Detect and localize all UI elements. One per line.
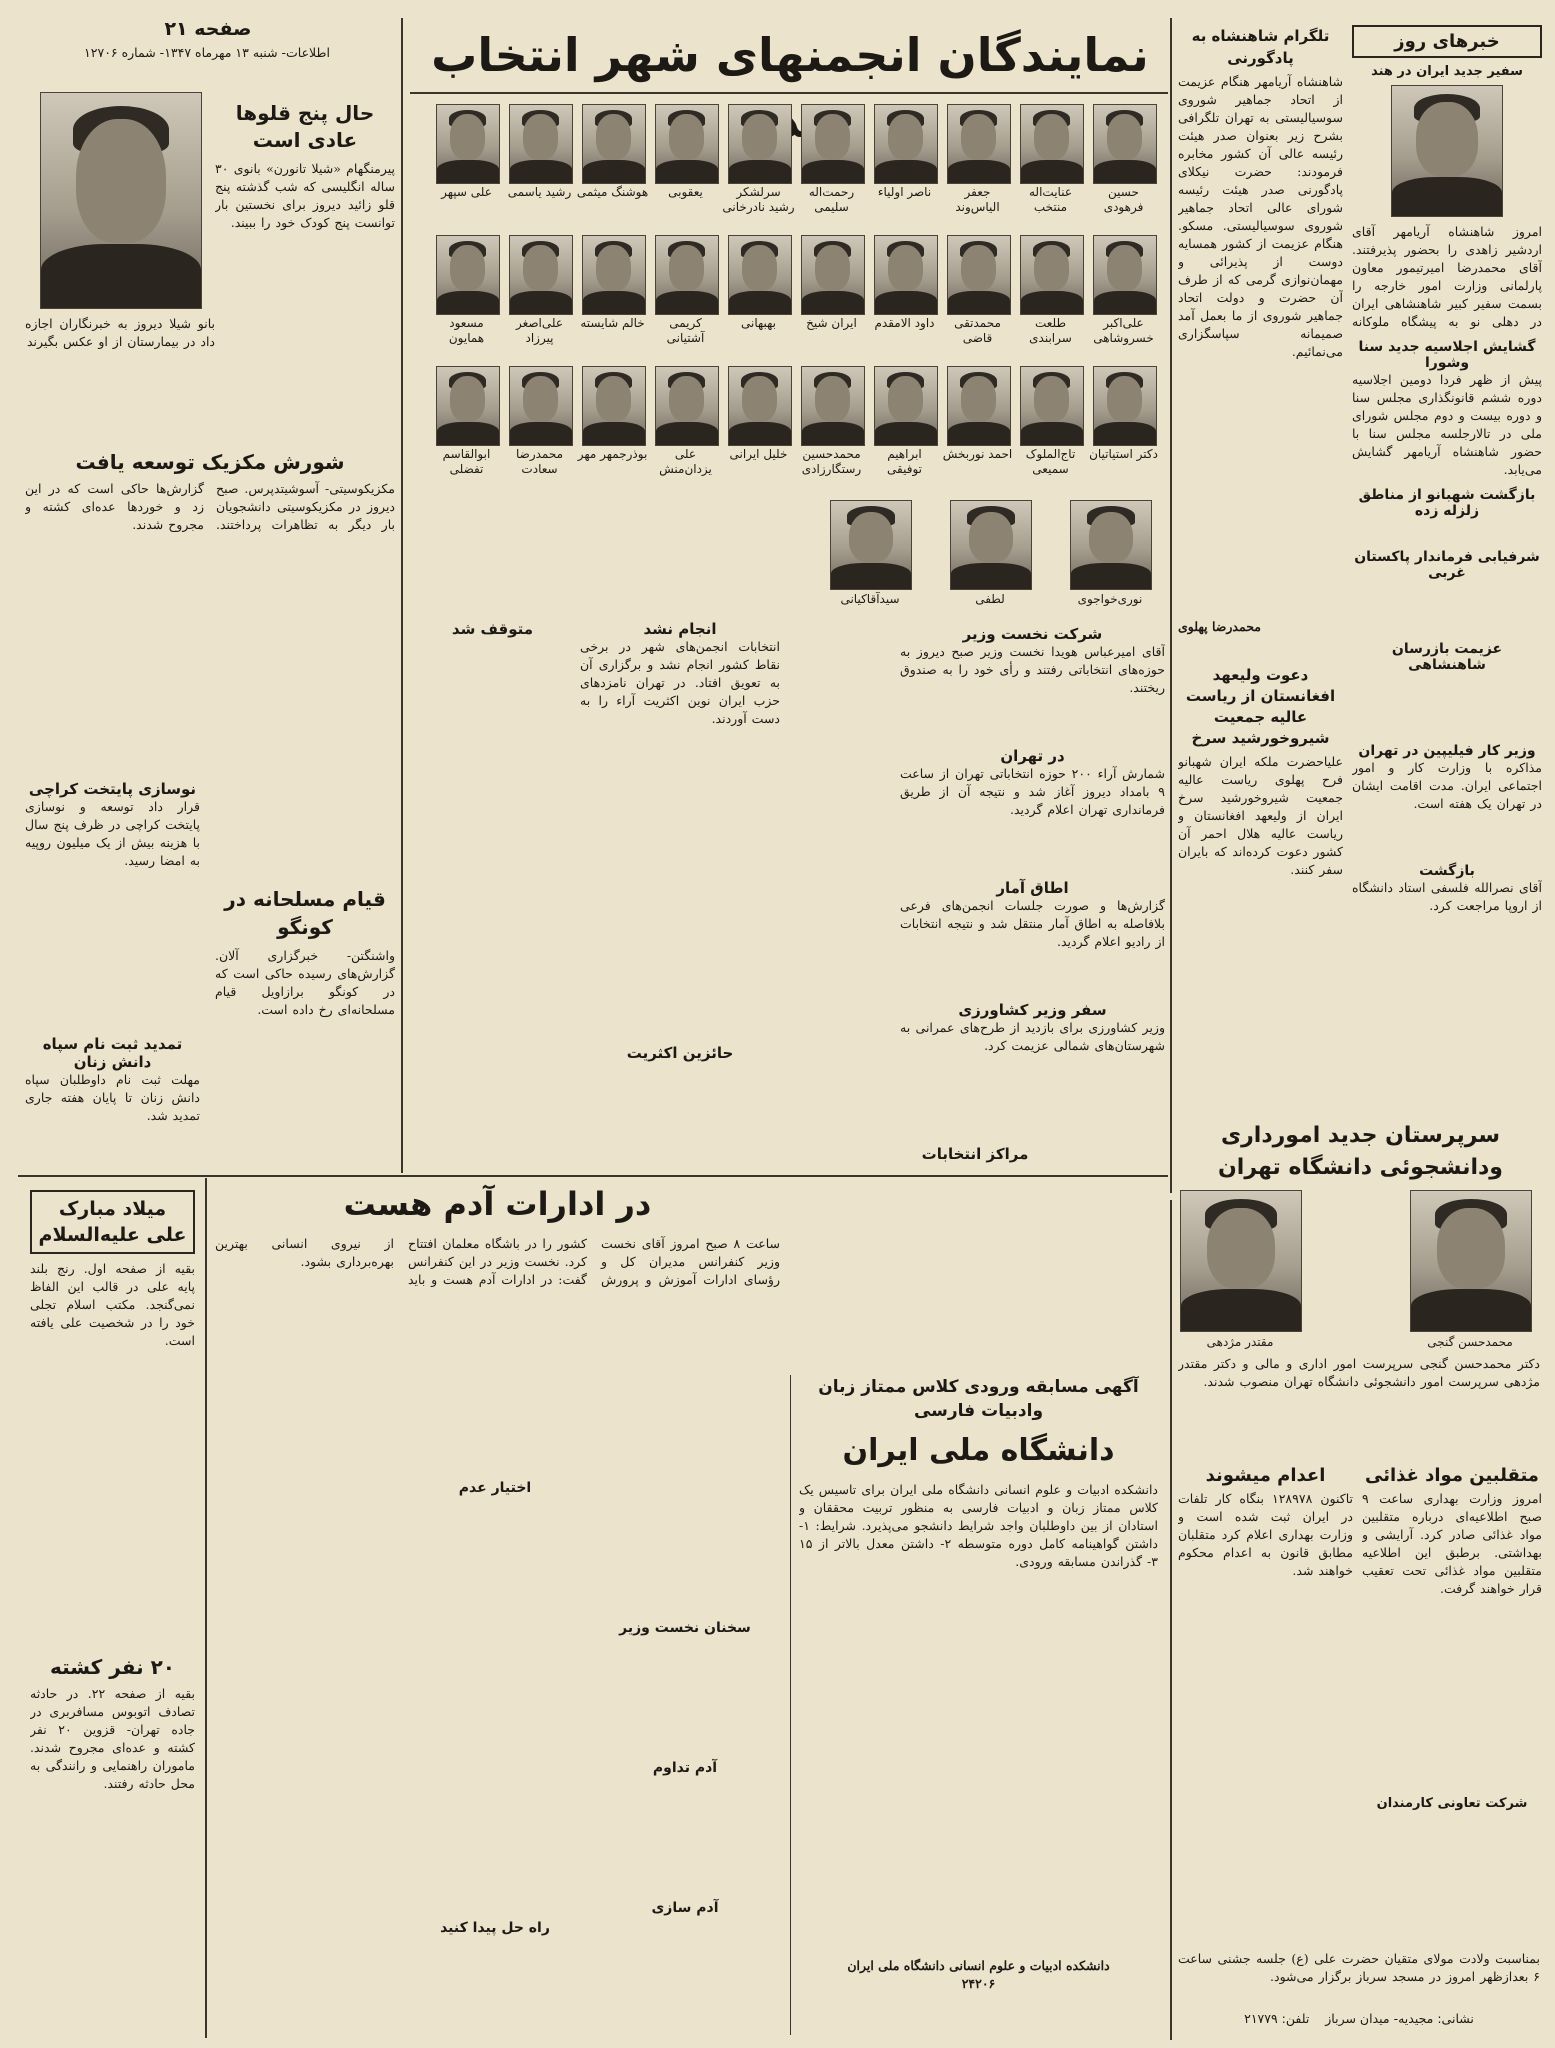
education-sub5: راه حل پیدا کنید [440,1920,550,1936]
candidate-name: جعفر الیاس‌وند [955,185,1000,214]
candidate-photo [436,366,500,446]
vote-room-body: گزارش‌ها و صورت جلسات انجمن‌های فرعی بلافاصله به اطاق آمار منتقل شد و نتیجه انتخابات از رادیو اعلام گردید. [900,898,1165,949]
women-students-body: مهلت ثبت نام داوطلبان سپاه دانش زنان تا پایان هفته جاری تمدید شد. [25,1072,200,1123]
candidate-name: بوذرجمهر مهر [577,447,648,461]
news-item2-body: پیش از ظهر فردا دومین اجلاسیه دوره ششم قانونگذاری مجلس سنا و دوره بیست و دوم مجلس شورای ملی در تالارجلسه مجلس سنا با حضور شاهنشاه آریامهر گشایش می‌یابد. [1352,372,1542,477]
tehran-title: در تهران [1000,747,1065,765]
execution-body: تاکنون ۱۲۸۹۷۸ بنگاه کار تلفات در ایران ثبت شده است و وزارت بهداری اعلام کرد متقلبان مطابق قانون به اعدام محکوم خواهند شد. [1178,1491,1353,1578]
pm-title: شرکت نخست وزیر [962,625,1103,643]
candidate-photo [655,235,719,315]
execution-article [1178,1465,1353,1960]
education-sub2: آدم سازی [651,1900,719,1916]
university-ad-name: دانشگاه ملی ایران [842,1433,1115,1468]
candidate-photo [1070,500,1152,590]
tehran-body: شمارش آراء ۲۰۰ حوزه انتخاباتی تهران از ساعت ۹ بامداد دیروز آغاز شد و نتیجه آن از طریق فرمانداری تهران اعلام گردید. [900,766,1165,817]
university-heads-body: دکتر محمدحسن گنجی سرپرست امور اداری و مالی و دکتر مقتدر مژدهی سرپرست امور دانشجوئی دانشگاه تهران منصوب شدند. [1178,1356,1540,1389]
candidate-photo [436,104,500,184]
food-fraud-article [1362,1465,1542,1811]
shila-caption: بانو شیلا دیروز به خبرنگاران اجازه داد در بیمارستان از او عکس بگیرند [25,316,215,349]
candidate-photo [1093,104,1157,184]
education-body: ساعت ۸ صبح امروز آقای نخست وزیر کنفرانس مدیران کل و رؤسای ادارات آموزش و پرورش کشور را در باشگاه معلمان افتتاح کرد. نخست وزیر در این کنفرانس گفت: در ادارات آدم هست و باید از نیروی انسانی بهترین بهره‌برداری بشود. [215,1236,780,1287]
page-header [18,18,396,60]
candidate-photo [728,366,792,446]
milad-article [30,1190,195,1590]
news-item1-title: سفیر جدید ایران در هند [1371,64,1523,79]
candidate-photo [655,366,719,446]
agri-body: وزیر کشاورزی برای بازدید از طرح‌های عمرانی به شهرستان‌های شمالی عزیمت کرد. [900,1020,1165,1053]
section-rule [18,1175,1168,1177]
news-of-day-column [1352,25,1542,919]
candidate-name: ناصر اولیاء [877,185,932,199]
quintuplets-body: پیرمنگهام «شیلا تانورن» بانوی ۳۰ ساله انگلیسی که شب گذشته پنج قلو زائید دیروز برای نخستین بار توانست پنج کودک خود را ببیند. [215,161,395,230]
column-rule [1170,18,1172,1193]
candidate-photo [1020,104,1084,184]
candidate-name: داود الامقدم [874,316,935,330]
telegram-body: شاهنشاه آریامهر هنگام عزیمت از اتحاد جماهیر شوروی سوسیالیستی به تهران تلگرافی بشرح زیر بعنوان صدر هیئت رئیسه عالی آن کشور مخابره فرمودند: حضرت نیکلای پادگورنی صدر هیئت رئیسه شورای عالی اتحاد جماهیر شوروی سوسیالیستی. مسکو. هنگام عزیمت از کشور همسایه دوست از پذیرائی و مهمان‌نوازی گرمی که از طرف آن حضرت و دولت اتحاد جماهیر شوروی از ما بعمل آمد صمیمانه سپاسگزاری می‌نمائیم. [1178,74,1343,359]
candidate-photo [1093,366,1157,446]
pakistan-body: قرار داد توسعه و نوسازی پایتخت کراچی در ظرف پنج سال با هزینه بیش از یک میلیون روپیه به امضا رسید. [25,799,200,868]
postponed-title: متوقف شد [451,620,534,638]
telegram-title: تلگرام شاهنشاه به پادگورنی [1191,27,1330,67]
candidate-photo [801,104,865,184]
mexico-body: مکزیکوسیتی- آسوشیتدپرس. صبح دیروز در مکزیکوسیتی دانشجویان بار دیگر به تظاهرات پرداختند. گزارش‌ها حاکی است که در این زد و خوردها عده‌ای کشته و مجروح شدند. [25,481,395,532]
congo-title: قیام مسلحانه در کونگو [224,887,386,939]
quintuplets-title: حال پنج قلوها عادی است [235,101,375,152]
bottom-notice [1178,2010,1540,2028]
university-ad-title: آگهی مسابقه ورودی کلاس ممتاز زبان وادبیات فارسی [818,1377,1139,1421]
candidate-name: علی‌اصغر پیرزاد [515,316,564,345]
candidate-photo [582,366,646,446]
education-sub1: آدم تداوم [652,1760,718,1776]
candidate-name: محمدتقی قاضی [954,316,1001,345]
food-fraud-title: متقلبین مواد غذائی [1365,1465,1539,1486]
university-ad-phone: ۲۴۲۰۶ [961,1976,996,1991]
mexico-article [25,450,395,750]
candidate-name: خالم شایسته [580,316,645,330]
university-ad [790,1375,1166,2035]
pm-section [900,625,1165,1099]
candidate-name: طلعت سرابندی [1029,316,1072,345]
milad-body: بقیه از صفحه اول. رنج بلند پایه علی در قالب این الفاظ نمی‌گنجد. مکتب اسلام تجلی خود را در شخصیت علی یافته است. [30,1261,195,1348]
headline-rule [410,92,1168,94]
food-fraud-notice: بمناسبت ولادت مولای متقیان حضرت علی (ع) جلسه جشنی ساعت ۶ بعدازظهر امروز در مسجد سرباز برگزار می‌شود. [1178,1951,1540,1984]
news-item1-body: امروز شاهنشاه آریامهر آقای اردشیر زاهدی را بحضور پذیرفتند. آقای محمدرضا امیرتیمور معاون پارلمانی وزارت امور خارجه را بسمت سفیر کبیر شاهنشاهی ایران در دهلی نو به پیشگاه ملوکانه [1352,224,1542,329]
candidate-photo [947,366,1011,446]
university-ad-footer: دانشکده ادبیات و علوم انسانی دانشگاه ملی ایران [847,1958,1110,1973]
ganji-caption: محمدحسن گنجی [1427,1335,1513,1349]
candidate-name: دکتر استیاتیان [1089,447,1158,461]
news-item3-title: بازگشت شهبانو از مناطق زلزله زده [1358,487,1536,519]
results-title: انجام نشد [643,620,717,638]
issue-line: اطلاعات- شنبه ۱۳ مهرماه ۱۳۴۷- شماره ۱۲۷۰۶ [84,45,330,60]
bottom-notice-text: نشانی: مجیدیه- میدان سرباز [1325,2011,1474,2026]
candidate-name: رشید یاسمی [507,185,572,199]
quintuplets-article [215,100,395,390]
candidate-name: محمدرضا سعادت [515,447,564,476]
candidate-photo [1020,235,1084,315]
candidate-photo [874,104,938,184]
candidate-name: حسین فرهودی [1103,185,1144,214]
candidate-name: محمدحسین رستگارزادی [801,447,862,476]
news-item7-title: بازگشت [1419,863,1475,879]
candidate-name: احمد نوربخش [942,447,1013,461]
mozhdehi-photo [1180,1190,1302,1332]
twenty-killed-title: ۲۰ نفر کشته [50,1655,175,1679]
ganji-photo [1410,1190,1532,1332]
column-rule [1170,1200,1172,2040]
majority-title: حائزین اکثریت [626,1044,734,1062]
twenty-killed-body: بقیه از صفحه ۲۲. در حادثه تصادف اتوبوس مسافربری در جاده تهران- قزوین ۲۰ نفر کشته و عده‌ای مجروح شدند. ماموران راهنمایی و رانندگی به محل حادثه رفتند. [30,1686,195,1791]
news-item5-title: عزیمت بازرسان شاهنشاهی [1391,641,1503,673]
news-of-day-box-title: خبرهای روز [1352,25,1542,58]
pakistan-title: نوسازی پایتخت کراچی [28,780,197,798]
candidate-photo [728,104,792,184]
candidate-name: مسعود همایون [448,316,485,345]
candidate-name: خلیل ایرانی [729,447,788,461]
education-sub4: سخنان نخست وزیر [619,1620,751,1636]
telegram-article [1178,25,1343,636]
candidate-name: ابراهیم توفیقی [887,447,922,476]
mexico-title: شورش مکزیک توسعه یافت [75,450,345,474]
candidate-name: کریمی آشتیانی [666,316,705,345]
shila-photo [40,92,202,309]
candidate-name: سرلشکر رشید نادرخانی [722,185,795,214]
candidate-photo [582,104,646,184]
candidate-name: نوری‌خواجوی [1077,592,1143,606]
candidate-name: ابوالقاسم تفضلی [442,447,491,476]
main-headline: نمایندگان انجمنهای شهر انتخاب [431,28,1149,82]
candidate-photo [582,235,646,315]
candidate-name: سیدآقاکیانی [840,592,900,606]
page-number: صفحه ۲۱ [164,18,252,40]
candidate-photo [1093,235,1157,315]
afghan-article [1178,665,1343,1183]
candidate-photo-grid [430,104,1160,499]
women-students-article [25,1035,200,1151]
agri-title: سفر وزیر کشاورزی [958,1001,1107,1019]
candidate-name: علی یزدان‌منش [659,447,712,476]
candidate-name: علی‌اکبر خسروشاهی [1093,316,1154,345]
news-item4-title: شرفیابی فرماندار پاکستان غربی [1354,549,1540,581]
candidate-photo [728,235,792,315]
candidate-photo [801,366,865,446]
congo-body: واشنگتن- خبرگزاری آلان. گزارش‌های رسیده حاکی است که در کونگو برازاویل قیام مسلحانه‌ای رخ داده است. [215,948,395,1017]
candidate-photo [801,235,865,315]
news-item6-title: وزیر کار فیلیپین در تهران [1358,743,1536,759]
university-ad-body: دانشکده ادبیات و علوم انسانی دانشگاه ملی ایران برای تاسیس یک کلاس ممتاز زبان و ادبیات فارسی به منظور تربیت محققان و استادان از بین داوطلبان واجد شرایط دانشجو می‌پذیرد. شرایط: ۱- داشتن گواهینامه کامل دوره متوسطه ۲- داشتن معدل بالاتر از ۱۵ ۳- گذراندن مسابقه ورودی. [799,1482,1158,1569]
column-rule [205,1178,207,2038]
pakistan-article [25,780,200,1028]
column-rule [401,18,403,1173]
candidate-photo [947,104,1011,184]
postponed-section [410,620,575,638]
candidate-photo-row-4 [780,500,1170,620]
mozhdehi-caption: مقتدر مژدهی [1206,1335,1274,1349]
candidate-name: بهبهانی [740,316,777,330]
candidate-photo [830,500,912,590]
news-item6-body: مذاکره با وزارت کار و امور اجتماعی ایران. مدت اقامت ایشان در تهران یک هفته است. [1352,760,1542,811]
telegram-signature: محمدرضا پهلوی [1178,619,1261,634]
afghan-body: علیاحضرت ملکه ایران شهبانو فرح پهلوی ریاست عالیه جمعیت شیروخورشید سرخ ایران از ولیعهد افغانستان و ریاست عالیه هلال احمر آن کشور دعوت کرده‌اند که بایران سفر کنند. [1178,754,1343,877]
candidate-photo [655,104,719,184]
university-heads-title: سرپرستان جدید امورداری ودانشجوئی دانشگاه تهران [1218,1123,1503,1180]
results-body: انتخابات انجمن‌های شهر در برخی نقاط کشور انجام نشد و برگزاری آن به تعویق افتاد. در تهران نامزدهای حزب ایران نوین اکثریت آراء را به دست آوردند. [580,639,780,726]
food-fraud-body: امروز وزارت بهداری ساعت ۹ صبح اطلاعیه‌ای درباره متقلبین مواد غذائی صادر کرد. آرایشی و بهداشتی. برطبق این اطلاعیه متقلبین مواد غذائی تحت تعقیب قرار خواهند گرفت. [1362,1491,1542,1596]
milad-title: میلاد مبارک علی علیه‌السلام [30,1190,195,1254]
candidate-photo [950,500,1032,590]
twenty-killed-article [30,1655,195,2035]
candidate-photo [1020,366,1084,446]
candidate-name: هوشنگ میثمی [576,185,649,199]
results-section [580,620,780,1062]
food-fraud-sub: شرکت تعاونی کارمندان [1376,1796,1528,1811]
women-students-title: تمدید ثبت نام سپاه دانش زنان [42,1035,183,1071]
election-centers [785,1145,1165,1163]
candidate-name: ایران شیخ [806,316,857,330]
candidate-photo [874,366,938,446]
candidate-name: عنایت‌اله منتخب [1029,185,1072,214]
bottom-notice-phone: تلفن: ۲۱۷۷۹ [1244,2011,1310,2026]
candidate-photo [947,235,1011,315]
education-headline: در ادارات آدم هست [343,1185,652,1223]
news-item2-title: گشایش اجلاسیه جدید سنا وشورا [1358,339,1536,371]
afghan-title: دعوت ولیعهد افغانستان از ریاست عالیه جمعیت شیروخورشید سرخ [1185,666,1336,747]
candidate-photo [874,235,938,315]
candidate-photo [436,235,500,315]
candidate-name: رحمت‌اله سلیمی [808,185,855,214]
execution-title: اعدام میشوند [1205,1465,1326,1486]
candidate-name: علی سپهر [441,185,492,199]
pm-body: آقای امیرعباس هویدا نخست وزیر صبح دیروز به حوزه‌های انتخاباتی رفتند و رأی خود را به صندوق ریختند. [900,644,1165,695]
candidate-photo [509,104,573,184]
ambassador-photo [1391,85,1503,217]
vote-room-title: اطاق آمار [996,879,1069,897]
election-centers-title: مراکز انتخابات [921,1145,1029,1163]
candidate-name: لطفی [975,592,1005,606]
candidate-name: تاج‌الملوک سمیعی [1025,447,1076,476]
news-item7-body: آقای نصرالله فلسفی استاد دانشگاه از اروپا مراجعت کرد. [1352,880,1542,913]
candidate-photo [509,366,573,446]
candidate-photo [509,235,573,315]
candidate-name: یعقوبی [668,185,703,199]
education-sub3: اختیار عدم [458,1480,532,1496]
congo-article [215,885,395,1127]
